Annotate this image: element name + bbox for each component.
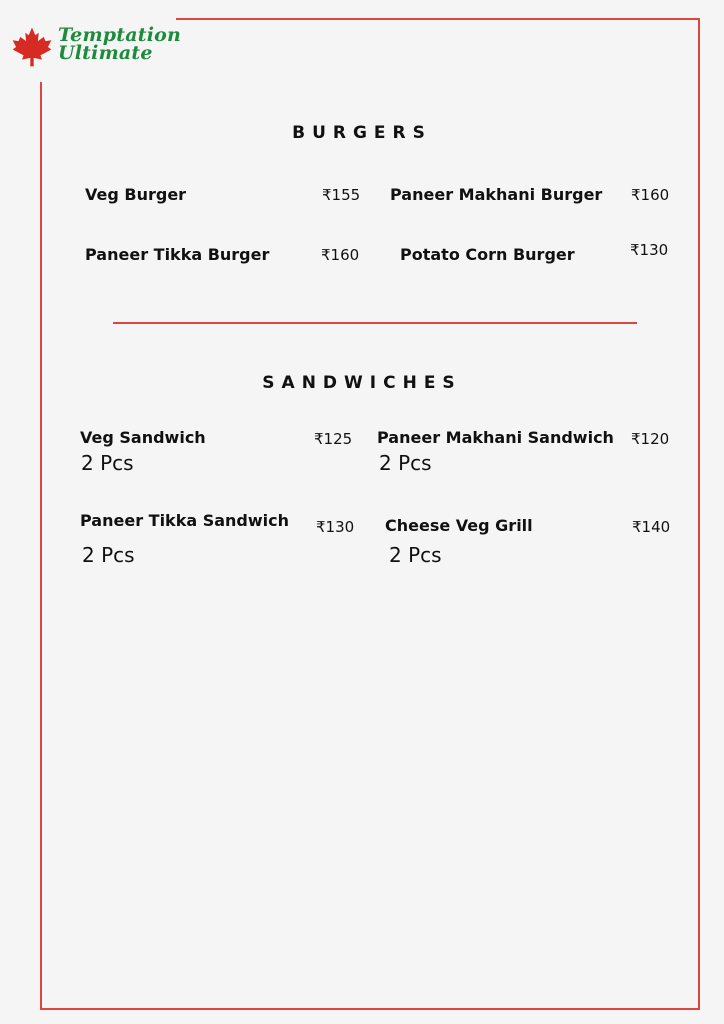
menu-item-name: Cheese Veg Grill [385, 516, 533, 535]
maple-leaf-icon [10, 26, 54, 68]
frame-border-bottom [40, 1008, 700, 1010]
menu-item-price: ₹140 [632, 518, 671, 536]
menu-item-price: ₹160 [631, 186, 670, 204]
menu-item-quantity: 2 Pcs [379, 451, 432, 475]
brand-name-line2: Ultimate [58, 42, 153, 64]
menu-item-name: Veg Sandwich [80, 428, 206, 447]
section-title-burgers: BURGERS [292, 123, 432, 143]
menu-item-quantity: 2 Pcs [82, 543, 135, 567]
menu-item-name: Paneer Makhani Sandwich [377, 428, 614, 447]
menu-item-price: ₹160 [321, 246, 360, 264]
section-title-sandwiches: SANDWICHES [262, 373, 462, 393]
menu-item-quantity: 2 Pcs [81, 451, 134, 475]
menu-item-price: ₹130 [630, 241, 669, 259]
brand-name-line1: Temptation [58, 24, 182, 46]
frame-border-left [40, 82, 42, 1010]
menu-item-price: ₹120 [631, 430, 670, 448]
menu-item-price: ₹130 [316, 518, 355, 536]
section-divider [113, 322, 637, 324]
brand-logo [10, 24, 190, 70]
menu-item-name: Paneer Tikka Burger [85, 245, 270, 264]
menu-item-name: Paneer Tikka Sandwich [80, 511, 289, 530]
menu-item-price: ₹125 [314, 430, 353, 448]
menu-item-quantity: 2 Pcs [389, 543, 442, 567]
frame-border-right [698, 18, 700, 1010]
frame-border-top [176, 18, 700, 20]
brand-name [58, 26, 181, 62]
menu-item-name: Veg Burger [85, 185, 187, 204]
menu-item-price: ₹155 [322, 186, 361, 204]
menu-item-name: Potato Corn Burger [400, 245, 575, 264]
menu-item-name: Paneer Makhani Burger [390, 185, 603, 204]
